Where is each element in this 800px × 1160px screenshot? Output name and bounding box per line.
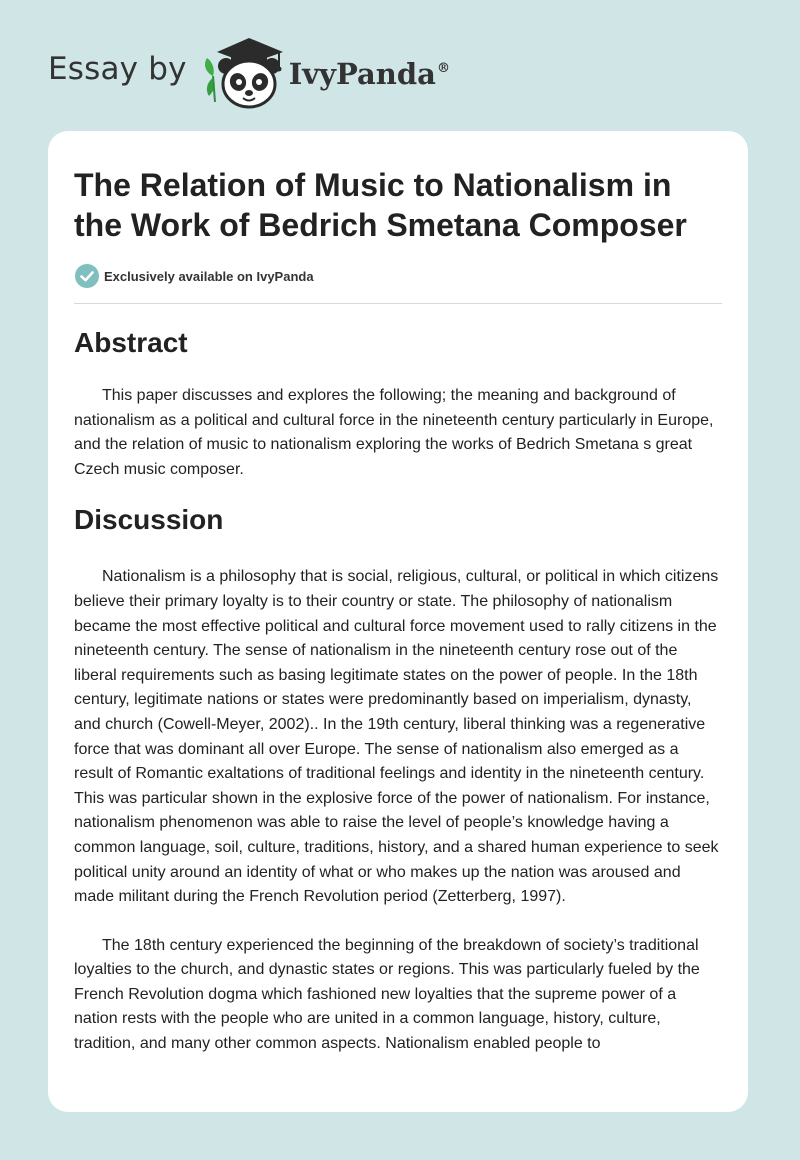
brand-name-text: IvyPanda: [288, 57, 436, 91]
title-divider: [74, 303, 722, 304]
exclusive-badge: [74, 263, 722, 289]
brand-name[interactable]: [289, 57, 450, 91]
abstract-section: [74, 326, 722, 482]
article-content: [48, 131, 748, 1057]
brand-prefix: Essay by: [48, 51, 187, 87]
discussion-paragraph: The 18th century experienced the beginning of the breakdown of society’s traditional loyalties to the church, and dynastic states or regions. This was particularly fueled by the French Revolution dogma which fashioned new loyalties that the supreme power of a nation rests with the people who are united in a common language, history, culture, tradition, and many other common aspects. Nationalism enabled people to: [74, 936, 700, 1053]
article-title: The Relation of Music to Nationalism in the Work of Bedrich Smetana Composer: [74, 167, 687, 243]
panda-graduate-logo-icon[interactable]: [199, 32, 291, 112]
check-circle-icon: [74, 263, 100, 289]
registered-mark: ®: [436, 61, 450, 76]
discussion-section: [74, 503, 722, 1056]
section-heading-discussion: Discussion: [74, 504, 224, 536]
section-heading-abstract: Abstract: [74, 327, 188, 358]
article-card: [48, 131, 748, 1112]
site-header: [48, 32, 450, 112]
discussion-paragraph: Nationalism is a philosophy that is social, religious, cultural, or political in which citizens believe their primary loyalty is to their country or state. The philosophy of nationalism became the most effective political and cultural force movement used to rally citizens in the nineteenth century. The sense of nationalism in the nineteenth century rose out of the liberal requirements such as basing legitimate states on the power of people. In the 18th century, legitimate nations or states were predominantly based on imperialism, dynasty, and church (Cowell-Meyer, 2002).. In the 19th century, liberal thinking was a regenerative force that was dominant all over Europe. The sense of nationalism also emerged as a result of Romantic exaltations of traditional feelings and identity in the nineteenth century. This was particular shown in the explosive force of the power of nationalism. For instance, nationalism phenomenon was able to raise the level of people’s knowledge having a common language, soil, culture, traditions, history, and a shared human experience to seek political unity around an identity of what or who makes up the nation was aroused and made militant during the French Revolution period (Zetterberg, 1997).: [74, 568, 719, 906]
exclusive-label: Exclusively available on IvyPanda: [104, 268, 314, 284]
abstract-paragraph: This paper discusses and explores the following; the meaning and background of nationalism as a political and cultural force in the nineteenth century particularly in Europe, and the relation of music to nationalism exploring the works of Bedrich Smetana s great Czech music composer.: [74, 387, 714, 478]
